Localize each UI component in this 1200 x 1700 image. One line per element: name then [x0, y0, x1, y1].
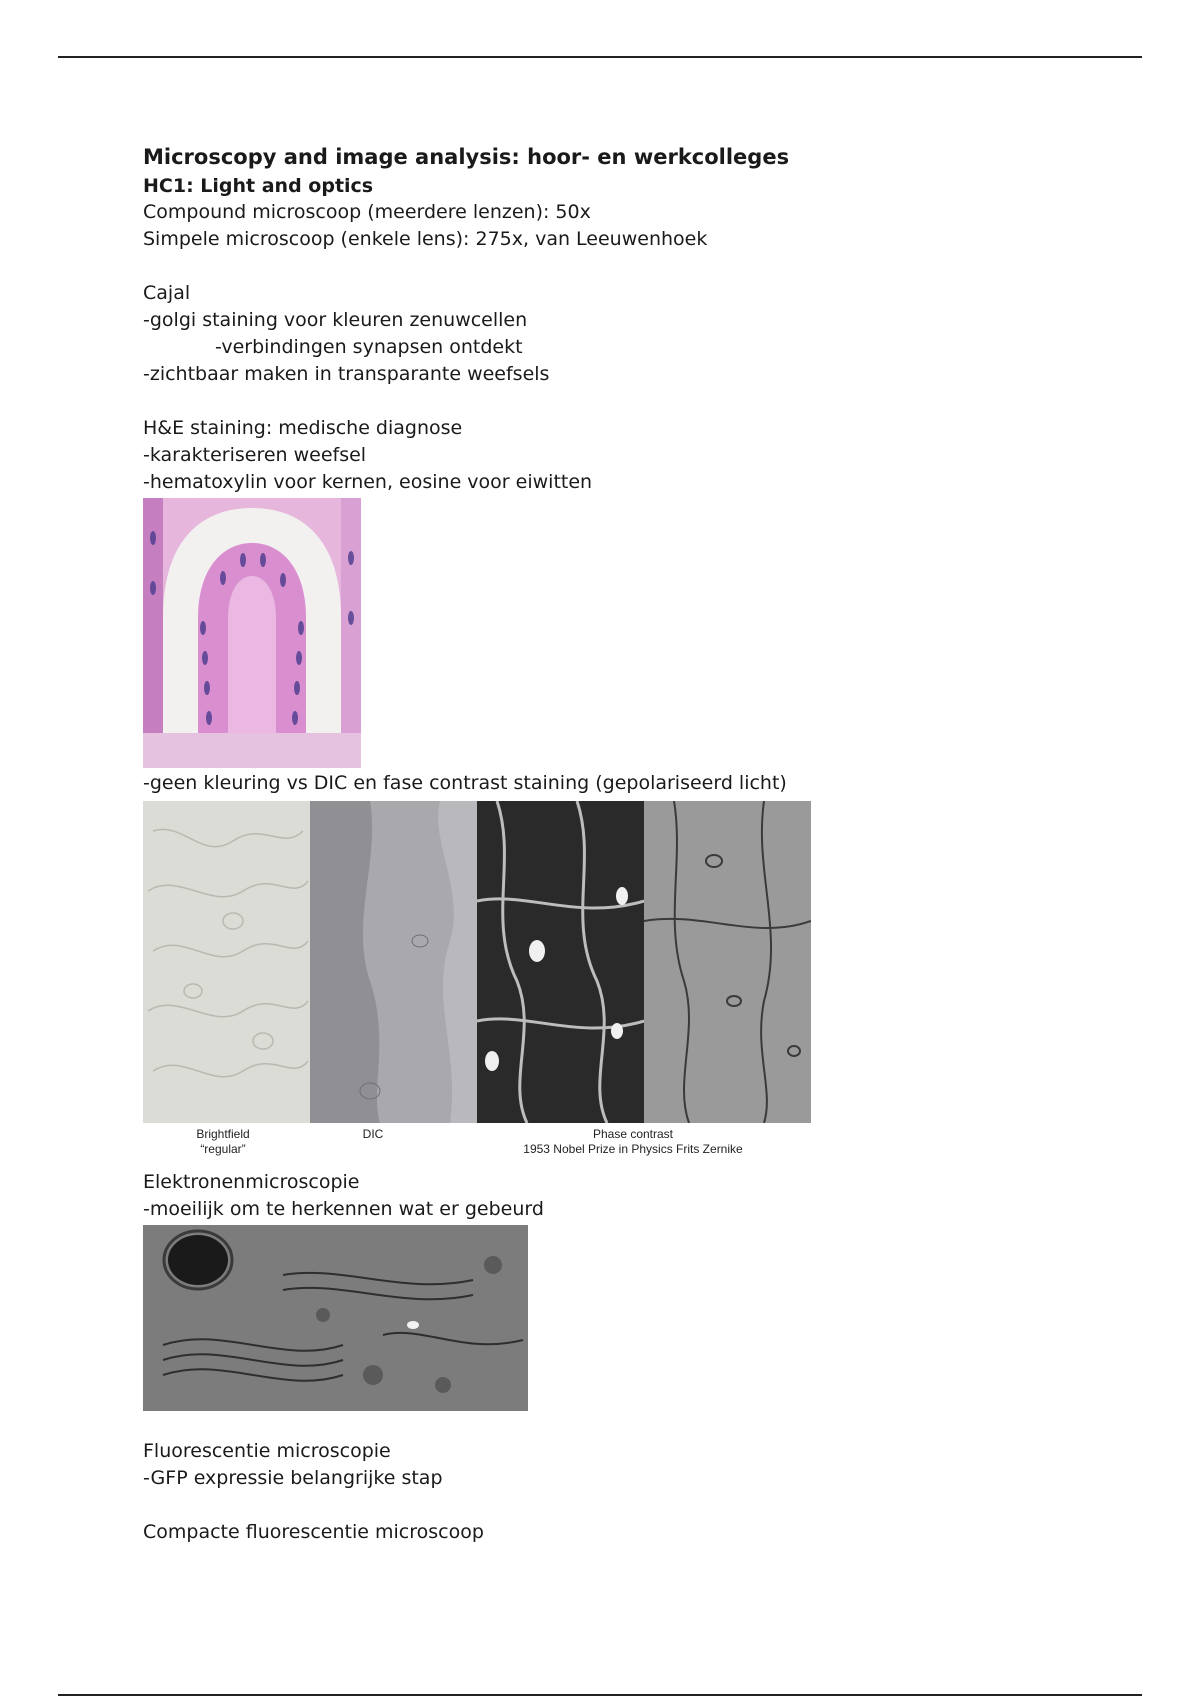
text-line: -karakteriseren weefsel	[143, 444, 367, 466]
header-rule	[58, 56, 1142, 58]
caption-dic: DIC	[362, 1127, 384, 1141]
electron-micrograph-image	[143, 1225, 528, 1411]
text-line: -GFP expressie belangrijke stap	[143, 1467, 443, 1489]
phase-contrast-light-panel	[644, 801, 811, 1123]
text-line: Simpele microscoop (enkele lens): 275x, van Leeuwenhoek	[143, 228, 708, 250]
phase-contrast-dark-panel	[477, 801, 644, 1123]
text-line: -hematoxylin voor kernen, eosine voor eiwitten	[143, 471, 593, 493]
dic-panel	[310, 801, 477, 1123]
contrast-line: -geen kleuring vs DIC en fase contrast staining (gepolariseerd licht)	[143, 772, 787, 794]
text-line: -golgi staining voor kleuren zenuwcellen	[143, 309, 528, 331]
text-line: -moeilijk om te herkennen wat er gebeurd	[143, 1198, 544, 1220]
em-heading: Elektronenmicroscopie	[143, 1171, 360, 1193]
text-line: Compound microscoop (meerdere lenzen): 50x	[143, 201, 591, 223]
contrast-comparison-image	[143, 801, 811, 1123]
text-line: -zichtbaar maken in transparante weefsels	[143, 363, 550, 385]
page-title: Microscopy and image analysis: hoor- en werkcolleges	[143, 145, 790, 169]
footer-rule	[58, 1694, 1142, 1696]
document-body	[143, 142, 1043, 1546]
he-heading: H&E staining: medische diagnose	[143, 417, 463, 439]
caption-phase-contrast: Phase contrast 1953 Nobel Prize in Physics Frits Zernike	[523, 1127, 743, 1156]
text-line: -verbindingen synapsen ontdekt	[215, 336, 523, 358]
image-captions	[143, 1123, 811, 1163]
compact-heading: Compacte fluorescentie microscoop	[143, 1521, 484, 1543]
section-heading: HC1: Light and optics	[143, 175, 374, 197]
brightfield-panel	[143, 801, 310, 1123]
fluo-heading: Fluorescentie microscopie	[143, 1440, 391, 1462]
cajal-heading: Cajal	[143, 282, 191, 304]
caption-brightfield: Brightfield “regular”	[196, 1127, 250, 1156]
he-stain-image	[143, 498, 361, 768]
